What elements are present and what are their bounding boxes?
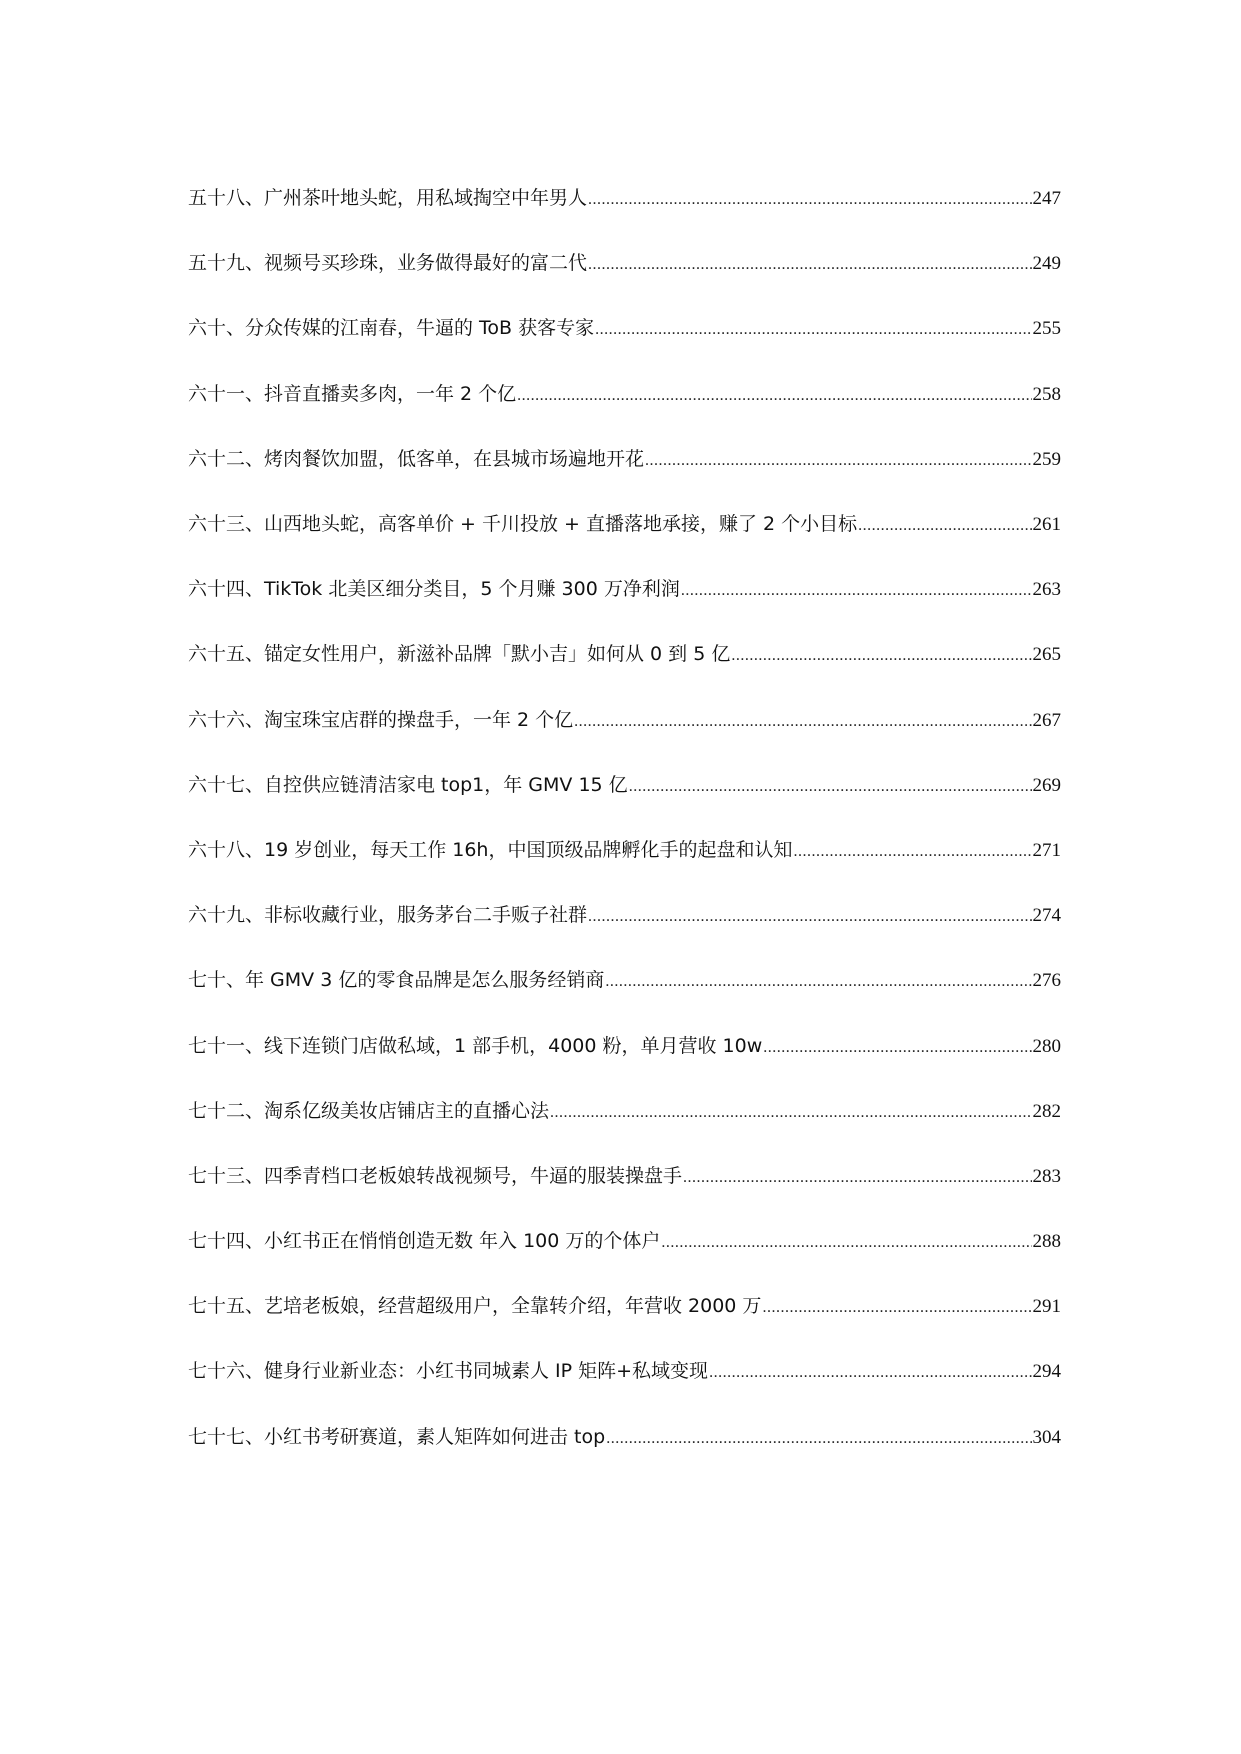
toc-entry-title: 七十六、健身行业新业态：小红书同城素人 IP 矩阵+私域变现 bbox=[188, 1360, 709, 1383]
toc-entry[interactable] bbox=[188, 1297, 1061, 1316]
toc-leader-dots bbox=[709, 1365, 1031, 1381]
toc-entry-title: 六十八、19 岁创业，每天工作 16h，中国顶级品牌孵化手的起盘和认知 bbox=[188, 838, 793, 861]
toc-entry-page: 261 bbox=[1032, 514, 1061, 536]
toc-entry-page: 267 bbox=[1032, 709, 1061, 731]
toc-entry[interactable] bbox=[188, 971, 1061, 990]
toc-entry-title: 七十一、线下连锁门店做私域，1 部手机，4000 粉，单月营收 10w bbox=[188, 1034, 763, 1057]
toc-entry-page: 282 bbox=[1032, 1100, 1061, 1122]
toc-entry[interactable] bbox=[188, 708, 1061, 731]
toc-entry[interactable] bbox=[188, 906, 1061, 925]
toc-entry-page: 263 bbox=[1032, 579, 1061, 601]
toc-entry-page: 294 bbox=[1032, 1361, 1061, 1383]
toc-entry-title: 七十四、小红书正在悄悄创造无数 年入 100 万的个体户 bbox=[188, 1230, 661, 1253]
toc-leader-dots bbox=[858, 518, 1031, 534]
toc-entry-page: 288 bbox=[1032, 1231, 1061, 1253]
toc-leader-dots bbox=[629, 779, 1032, 795]
toc-leader-dots bbox=[605, 974, 1031, 990]
toc-entry[interactable] bbox=[188, 1034, 1061, 1057]
toc-leader-dots bbox=[731, 648, 1031, 664]
toc-entry[interactable] bbox=[188, 319, 1061, 338]
toc-entry-title: 六十五、锚定女性用户，新滋补品牌「默小吉」如何从 0 到 5 亿 bbox=[188, 643, 731, 666]
toc-entry[interactable] bbox=[188, 1232, 1061, 1251]
toc-leader-dots bbox=[762, 1300, 1031, 1316]
toc-entry[interactable] bbox=[188, 1362, 1061, 1381]
toc-entry[interactable] bbox=[188, 189, 1061, 208]
toc-entry-page: 258 bbox=[1032, 383, 1061, 405]
toc-entry-title: 六十九、非标收藏行业，服务茅台二手贩子社群 bbox=[188, 904, 588, 927]
toc-entry-title: 七十、年 GMV 3 亿的零食品牌是怎么服务经销商 bbox=[188, 969, 605, 992]
toc-leader-dots bbox=[574, 714, 1031, 730]
toc-leader-dots bbox=[681, 583, 1032, 599]
toc-entry[interactable] bbox=[188, 1099, 1061, 1122]
toc-entry-title: 六十六、淘宝珠宝店群的操盘手，一年 2 个亿 bbox=[188, 708, 574, 731]
toc-entry-page: 271 bbox=[1032, 839, 1061, 861]
toc-entry[interactable] bbox=[188, 645, 1061, 664]
toc-entry-title: 七十二、淘系亿级美妆店铺店主的直播心法 bbox=[188, 1099, 550, 1122]
toc-entry-page: 291 bbox=[1032, 1296, 1061, 1318]
toc-leader-dots bbox=[588, 909, 1031, 925]
toc-entry-title: 七十五、艺培老板娘，经营超级用户，全靠转介绍，年营收 2000 万 bbox=[188, 1295, 762, 1318]
table-of-contents bbox=[188, 166, 1061, 1470]
toc-entry-page: 269 bbox=[1032, 774, 1061, 796]
toc-entry[interactable] bbox=[188, 1425, 1061, 1448]
toc-entry[interactable] bbox=[188, 838, 1061, 861]
toc-leader-dots bbox=[517, 388, 1031, 404]
toc-leader-dots bbox=[683, 1170, 1031, 1186]
toc-entry[interactable] bbox=[188, 580, 1061, 599]
toc-entry-page: 276 bbox=[1032, 970, 1061, 992]
toc-entry-title: 七十七、小红书考研赛道，素人矩阵如何进击 top bbox=[188, 1425, 606, 1448]
toc-entry-page: 259 bbox=[1032, 448, 1061, 470]
toc-entry-title: 六十三、山西地头蛇，高客单价 + 千川投放 + 直播落地承接，赚了 2 个小目标 bbox=[188, 513, 858, 536]
toc-entry-title: 六十、分众传媒的江南春，牛逼的 ToB 获客专家 bbox=[188, 317, 595, 340]
toc-leader-dots bbox=[793, 844, 1031, 860]
toc-leader-dots bbox=[550, 1105, 1031, 1121]
toc-leader-dots bbox=[606, 1431, 1031, 1447]
toc-entry-title: 六十七、自控供应链清洁家电 top1，年 GMV 15 亿 bbox=[188, 773, 628, 796]
toc-leader-dots bbox=[588, 257, 1031, 273]
toc-entry-page: 283 bbox=[1032, 1165, 1061, 1187]
toc-entry[interactable] bbox=[188, 447, 1061, 470]
toc-leader-dots bbox=[588, 192, 1031, 208]
toc-entry-title: 六十四、TikTok 北美区细分类目，5 个月赚 300 万净利润 bbox=[188, 578, 680, 601]
toc-entry-title: 五十九、视频号买珍珠，业务做得最好的富二代 bbox=[188, 252, 588, 275]
toc-entry[interactable] bbox=[188, 515, 1061, 534]
toc-leader-dots bbox=[645, 453, 1031, 469]
toc-leader-dots bbox=[595, 322, 1031, 338]
toc-leader-dots bbox=[661, 1235, 1031, 1251]
toc-entry-title: 六十二、烤肉餐饮加盟，低客单，在县城市场遍地开花 bbox=[188, 447, 645, 470]
toc-leader-dots bbox=[763, 1040, 1031, 1056]
toc-entry[interactable] bbox=[188, 773, 1061, 796]
toc-entry-title: 七十三、四季青档口老板娘转战视频号，牛逼的服装操盘手 bbox=[188, 1164, 683, 1187]
toc-entry-page: 274 bbox=[1032, 905, 1061, 927]
toc-entry[interactable] bbox=[188, 382, 1061, 405]
toc-entry-title: 五十八、广州茶叶地头蛇，用私域掏空中年男人 bbox=[188, 187, 588, 210]
toc-entry[interactable] bbox=[188, 254, 1061, 273]
toc-entry-page: 280 bbox=[1032, 1035, 1061, 1057]
toc-entry-page: 249 bbox=[1032, 253, 1061, 275]
toc-entry-page: 304 bbox=[1032, 1426, 1061, 1448]
toc-entry-title: 六十一、抖音直播卖多肉，一年 2 个亿 bbox=[188, 382, 517, 405]
toc-entry-page: 265 bbox=[1032, 644, 1061, 666]
toc-entry-page: 247 bbox=[1032, 188, 1061, 210]
toc-entry[interactable] bbox=[188, 1164, 1061, 1187]
toc-entry-page: 255 bbox=[1032, 318, 1061, 340]
